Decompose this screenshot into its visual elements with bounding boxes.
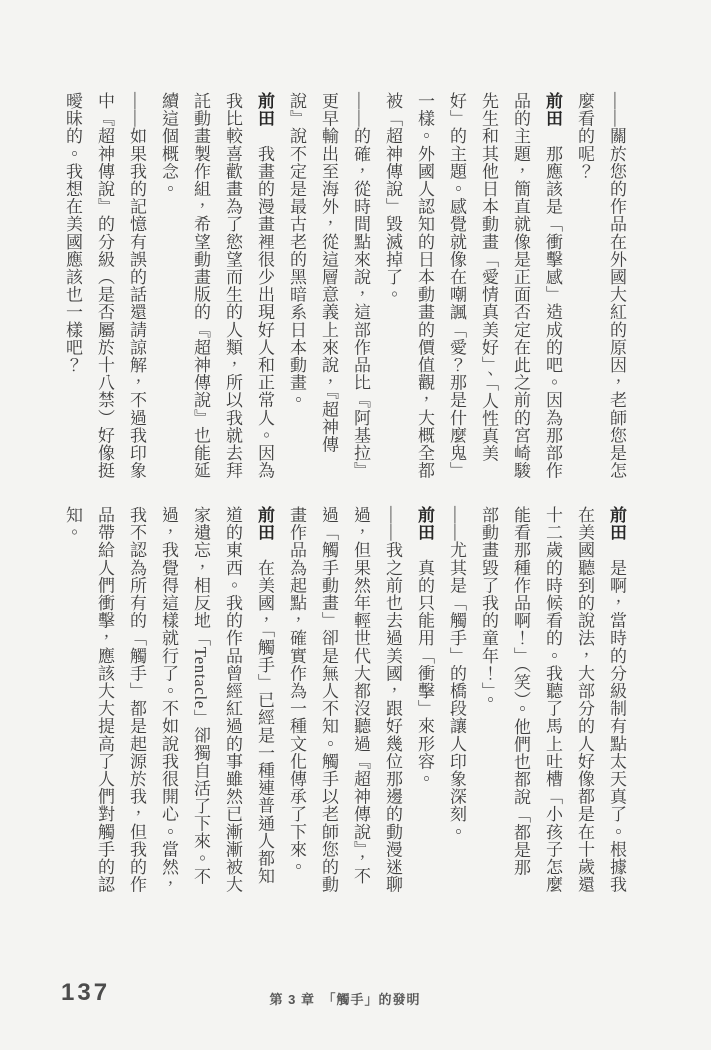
text-column: 麼看的呢？ (575, 92, 594, 180)
text-column: 續這個概念。 (159, 92, 178, 198)
speaker-label: 前田 (255, 92, 274, 128)
text-column: 前田 真的只能用「衝擊」來形容。 (415, 506, 434, 788)
text-column: 曖昧的。我想在美國應該也一樣吧？ (63, 92, 82, 374)
text-column: 一樣。外國人認知的日本動畫的價值觀，大概全都 (415, 92, 434, 480)
speaker-label: 前田 (543, 92, 562, 128)
text-column: 我比較喜歡畫為了慾望而生的人類，所以我就去拜 (223, 92, 242, 480)
text-column: 畫作品為起點，確實作為一種文化傳承了下來。 (287, 506, 306, 876)
speaker-label: 前田 (607, 506, 626, 542)
text-column: 前田 在美國，「觸手」已經是一種連普通人都知 (255, 506, 274, 885)
text-column: 中『超神傳說』的分級（是否屬於十八禁）好像挺 (95, 92, 114, 480)
text-column: ——的確，從時間點來說，這部作品比『阿基拉』 (351, 92, 370, 480)
text-column: 說』說不定是最古老的黑暗系日本動畫。 (287, 92, 306, 409)
text-column: 更早輸出至海外，從這層意義上來說，『超神傳 (319, 92, 338, 454)
page-number: 137 (61, 979, 111, 1006)
text-column: 道的東西。我的作品曾經紅過的事雖然已漸漸被大 (223, 506, 242, 894)
text-column: 品的主題，簡直就像是正面否定在此之前的宮崎駿 (511, 92, 530, 480)
text-column: 家遺忘，相反地「Tentacle」卻獨自活了下來。不 (191, 506, 210, 885)
text-column: 過，但果然年輕世代大都沒聽過『超神傳說』，不 (351, 506, 370, 885)
speaker-label: 前田 (415, 506, 434, 542)
text-column: 我不認為所有的「觸手」都是起源於我，但我的作 (127, 506, 146, 894)
chapter-footer: 第 3 章 「觸手」的發明 (269, 992, 421, 1007)
text-column: 前田 那應該是「衝擊感」造成的吧。因為那部作 (543, 92, 562, 480)
interview-block-bottom (56, 506, 632, 898)
text-column: 前田 是啊，當時的分級制有點太天真了。根據我 (607, 506, 626, 894)
text-column: 部動畫毀了我的童年！」。 (479, 506, 498, 709)
interview-block-top (56, 92, 632, 484)
text-column: 過「觸手動畫」卻是無人不知。觸手以老師您的動 (319, 506, 338, 894)
text-column: ——尤其是「觸手」的橋段讓人印象深刻。 (447, 506, 466, 841)
text-column: 過，我覺得這樣就行了。不如說我很開心。當然， (159, 506, 178, 894)
text-column: 十二歲的時候看的。我聽了馬上吐槽「小孩子怎麼 (543, 506, 562, 894)
text-column: 先生和其他日本動畫「愛情真美好」、「人性真美 (479, 92, 498, 463)
text-column: 能看那種作品啊！」（笑）。他們也都說「都是那 (511, 506, 530, 877)
text-column: 品帶給人們衝擊，應該大大提高了人們對觸手的認 (95, 506, 114, 894)
text-column: ——如果我的記憶有誤的話還請諒解，不過我印象 (127, 92, 146, 480)
text-column: 好」的主題。感覺就像在嘲諷「愛？那是什麼鬼」 (447, 92, 466, 480)
text-column: 知。 (63, 506, 82, 542)
text-column: 被「超神傳說」毀滅掉了。 (383, 92, 402, 304)
speaker-label: 前田 (255, 506, 274, 542)
text-column: ——關於您的作品在外國大紅的原因，老師您是怎 (607, 92, 626, 480)
text-column: 在美國聽到的說法，大部分的人好像都是在十歲還 (575, 506, 594, 894)
text-column: 前田 我畫的漫畫裡很少出現好人和正常人。因為 (255, 92, 274, 480)
text-column: 託動畫製作組，希望動畫版的『超神傳說』也能延 (191, 92, 210, 480)
text-column: ——我之前也去過美國，跟好幾位那邊的動漫迷聊 (383, 506, 402, 894)
